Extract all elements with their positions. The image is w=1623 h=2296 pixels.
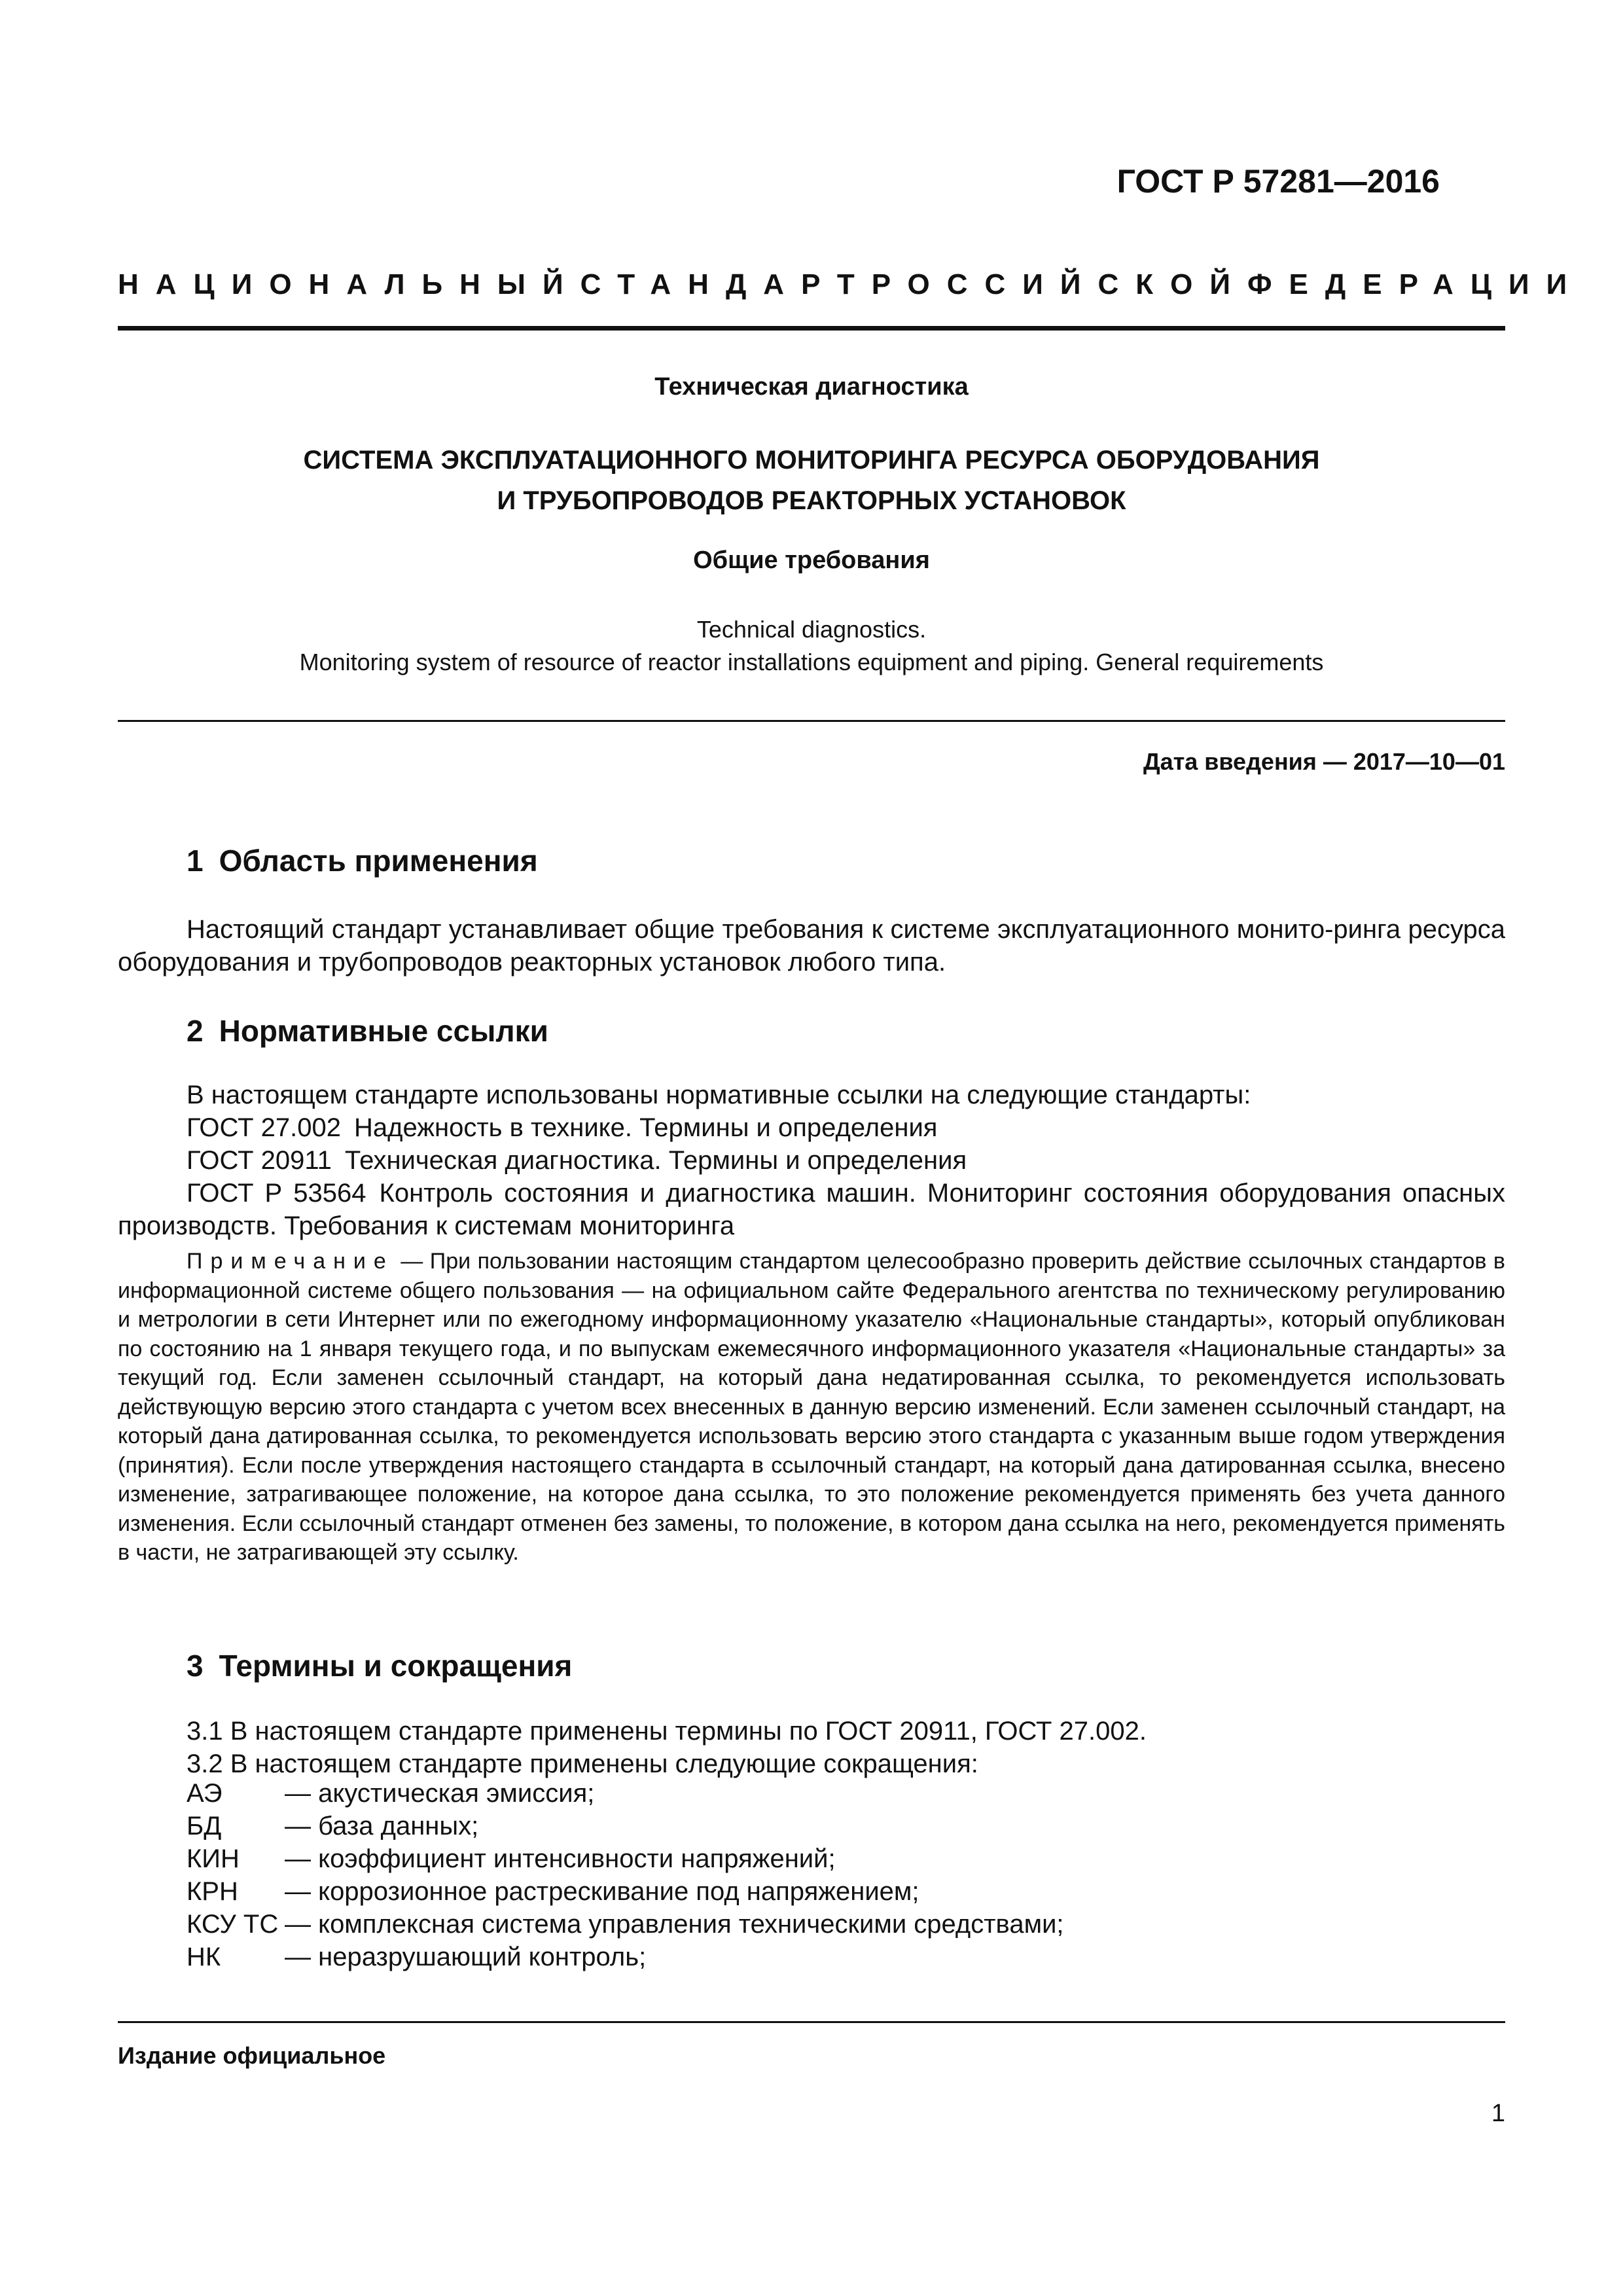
abbreviation-definition: — коррозионное растрескивание под напряжением; [285,1877,919,1906]
abbreviation-definition: — неразрушающий контроль; [285,1943,647,1971]
section-3-paragraphs [118,1715,1505,1780]
references-list [118,1079,1505,1242]
header-divider [118,326,1505,331]
document-title-line: И ТРУБОПРОВОДОВ РЕАКТОРНЫХ УСТАНОВОК [497,486,1126,515]
abbreviation-row [187,1910,1064,1939]
reference-item [118,1177,1505,1242]
document-subtitle: Общие требования [693,547,930,574]
section-number: 1 [187,844,204,878]
reference-title: Техническая диагностика. Термины и определения [344,1146,967,1175]
reference-item [118,1144,1505,1177]
abbreviation-row [187,1943,646,1972]
national-title-word: ФЕДЕРАЦИИ [1247,268,1584,300]
abbreviation-definition: — коэффициент интенсивности напряжений; [285,1844,836,1873]
abbreviation-row [187,1812,478,1841]
section-1-text: Настоящий стандарт устанавливает общие требования к системе эксплуатационного монито-ринга ресурса оборудования и трубопроводов реакторных установок любого типа. [118,915,1505,977]
section-2-heading [187,1013,548,1049]
subject-heading: Техническая диагностика [654,373,969,401]
section-title: Термины и сокращения [219,1649,573,1683]
abbreviation-term: НК [187,1943,221,1971]
abbreviation-row [187,1844,836,1874]
abbreviation-term: КСУ ТС [187,1910,279,1939]
introduction-date: Дата введения — 2017—10—01 [1143,748,1505,775]
reference-code: ГОСТ Р 53564 [187,1179,366,1208]
section-3-heading [187,1648,572,1683]
abbreviation-definition: — комплексная система управления техническими средствами; [285,1910,1064,1939]
abbreviation-row [187,1877,919,1907]
paragraph-3-1: 3.1 В настоящем стандарте применены термины по ГОСТ 20911, ГОСТ 27.002. [187,1717,1147,1746]
abbreviation-row [187,1779,594,1808]
section-title: Нормативные ссылки [219,1014,548,1048]
official-edition-label: Издание официальное [118,2042,386,2069]
page-number: 1 [1491,2100,1505,2127]
english-title-line: Technical diagnostics. [696,616,927,643]
abbreviation-term: КРН [187,1877,238,1906]
note [118,1247,1505,1568]
footer-divider [118,2021,1505,2023]
title-divider [118,720,1505,722]
english-title [118,613,1505,679]
note-text: — При пользовании настоящим стандартом целесообразно проверить действие ссылочных стандартов в информационной системе общего пользования — на официальном сайте Федерального агентства по техническому регулированию и метрологии в сети Интернет или по ежегодному информационному указателю «Национальные стандарты», который опубликован по состоянию на 1 января текущего года, и по выпускам ежемесячного информационного указателя «Национальные стандарты» за текущий год. Если заменен ссылочный стандарт, на который дана недатированная ссылка, то рекомендуется использовать действующую версию этого стандарта с учетом всех внесенных в данную версию изменений. Если заменен ссылочный стандарт, на который дана датированная ссылка, то рекомендуется использовать версию этого стандарта с указанным выше годом утверждения (принятия). Если после утверждения настоящего стандарта в ссылочный стандарт, на который дана датированная ссылка, внесено изменение, затрагивающее положение, на которое дана ссылка, то это положение рекомендуется применять без учета данного изменения. Если ссылочный стандарт отменен без замены, то положение, в котором дана ссылка на него, рекомендуется применять в части, не затрагивающей эту ссылку. [118,1249,1505,1565]
national-standard-title [118,268,1584,301]
reference-title: Надежность в технике. Термины и определения [353,1113,938,1142]
abbreviation-term: БД [187,1812,222,1840]
national-title-word: СТАНДАРТ [580,268,872,300]
section-number: 3 [187,1649,204,1683]
section-number: 2 [187,1014,204,1048]
abbreviation-term: АЭ [187,1779,223,1808]
document-title-line: СИСТЕМА ЭКСПЛУАТАЦИОННОГО МОНИТОРИНГА РЕСУРСА ОБОРУДОВАНИЯ [303,446,1320,475]
reference-title: Контроль состояния и диагностика машин. Мониторинг состояния оборудования опасных производств. Требования к системам мониторинга [118,1179,1506,1240]
reference-item [118,1111,1505,1144]
reference-code: ГОСТ 27.002 [187,1113,341,1142]
abbreviation-term: КИН [187,1844,240,1873]
section-title: Область применения [219,844,538,878]
standard-number: ГОСТ Р 57281—2016 [1116,163,1440,200]
abbreviation-definition: — акустическая эмиссия; [285,1779,595,1808]
section-1-heading [187,843,538,878]
paragraph-3-2: 3.2 В настоящем стандарте применены следующие сокращения: [187,1749,978,1778]
national-title-word: НАЦИОНАЛЬНЫЙ [118,268,580,300]
document-title [118,440,1505,521]
note-label: Примечание [187,1249,394,1274]
english-title-line: Monitoring system of resource of reactor installations equipment and piping. General requirements [299,649,1324,675]
reference-code: ГОСТ 20911 [187,1146,332,1175]
national-title-word: РОССИЙСКОЙ [871,268,1247,300]
references-intro: В настоящем стандарте использованы нормативные ссылки на следующие стандарты: [187,1081,1251,1109]
abbreviation-definition: — база данных; [285,1812,479,1840]
